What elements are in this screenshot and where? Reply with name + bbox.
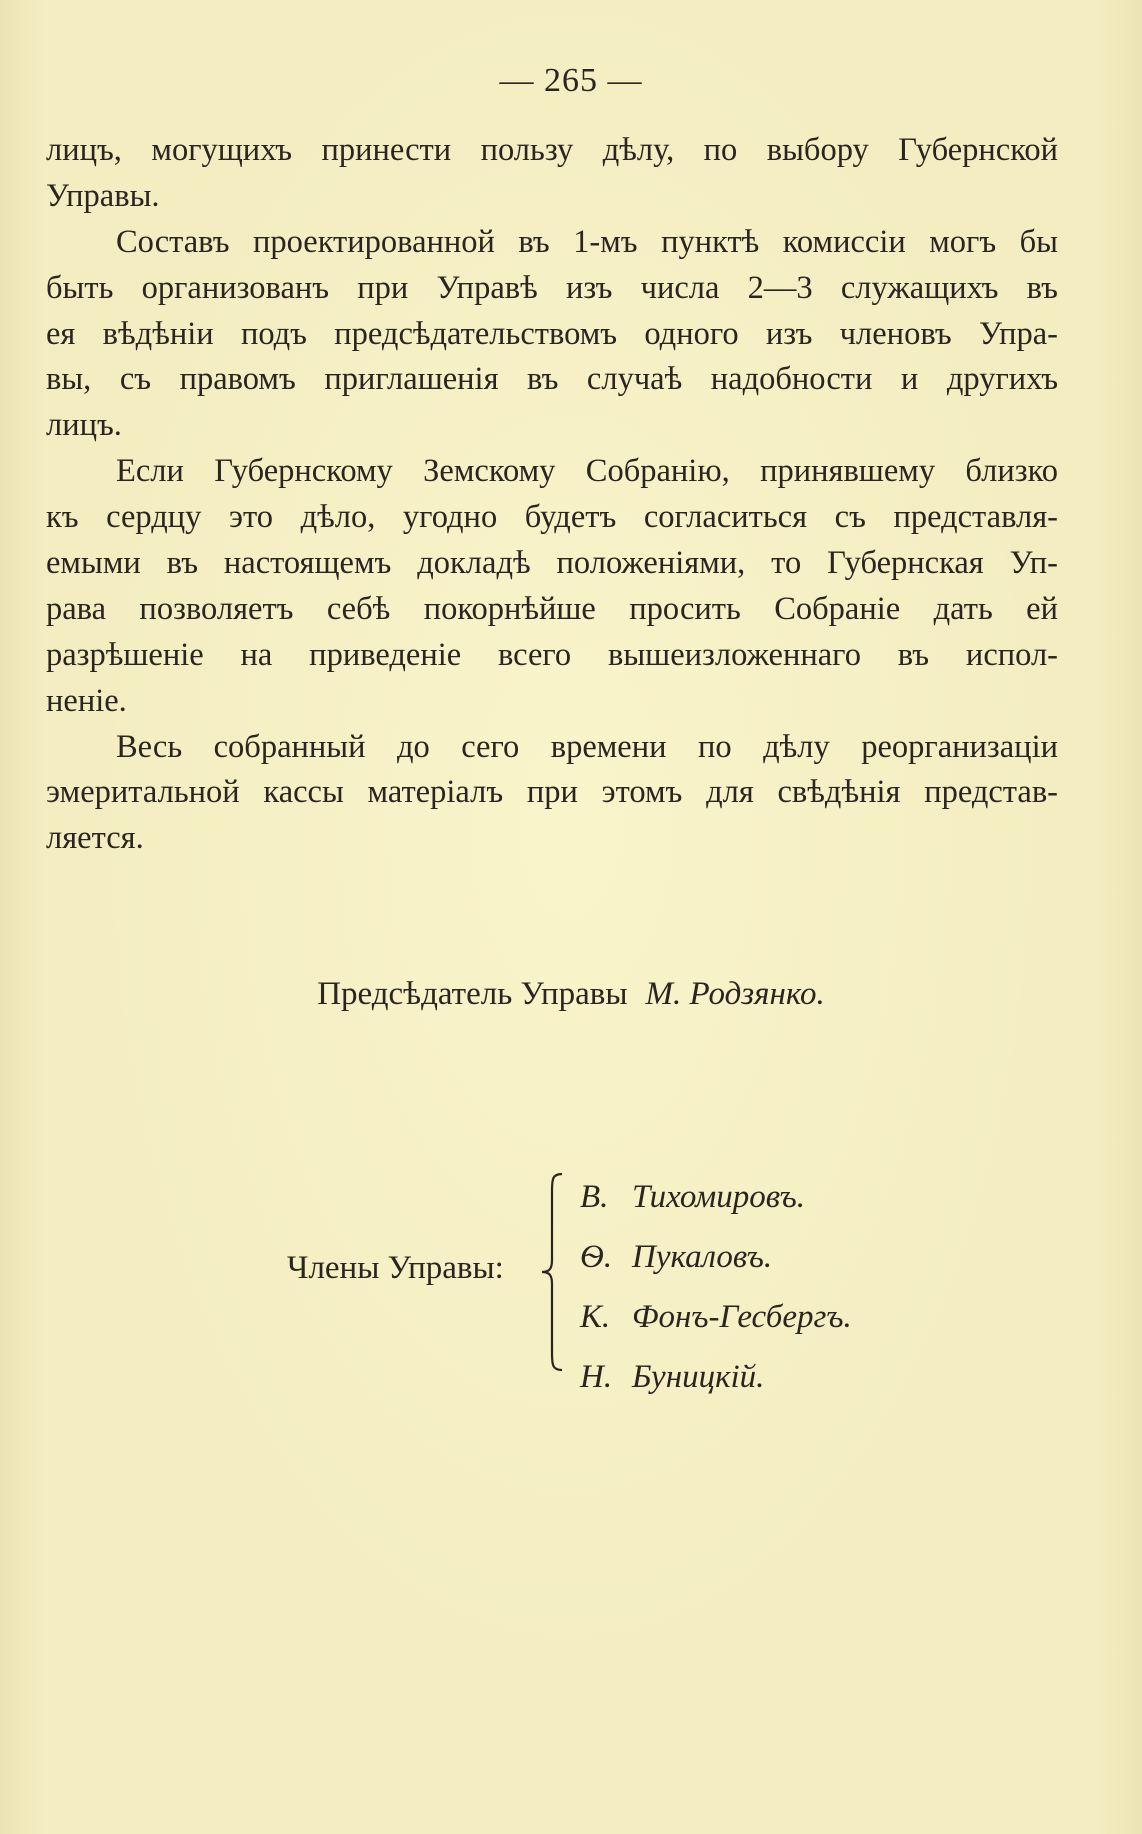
member-surname: Пукаловъ.: [632, 1239, 773, 1275]
chairman-name: М. Родзянко.: [645, 976, 825, 1012]
member-surname: Буницкій.: [632, 1359, 765, 1395]
text-line: къ сердцу это дѣло, угодно будетъ согласиться съ представля-: [46, 499, 1058, 536]
member-signature: [580, 1167, 852, 1227]
text-line: разрѣшеніе на приведеніе всего вышеизложеннаго въ испол-: [46, 636, 1058, 673]
member-signature: [580, 1227, 852, 1287]
text-line: ляется.: [46, 820, 144, 857]
curly-brace-icon: [538, 1172, 568, 1372]
members-label: Члены Управы:: [287, 1250, 504, 1286]
text-line: лицъ, могущихъ принести пользу дѣлу, по выбору Губернской: [46, 132, 1058, 168]
page-number: — 265 —: [499, 62, 643, 99]
member-initial: В.: [580, 1179, 609, 1215]
body-text: [46, 128, 1058, 862]
text-line: неніе.: [46, 682, 127, 719]
member-initial: Ѳ.: [580, 1239, 613, 1275]
text-line: быть организованъ при Управѣ изъ числа 2—3 служащихъ въ: [46, 269, 1058, 306]
text-line: лицъ.: [46, 407, 122, 444]
member-signature: [580, 1287, 852, 1347]
chairman-title: Предсѣдатель Управы: [317, 976, 628, 1012]
chairman-signature: [0, 976, 1142, 1013]
text-line: вы, съ правомъ приглашенія въ случаѣ надобности и другихъ: [46, 361, 1058, 398]
text-line: рава позволяетъ себѣ покорнѣйше просить Собраніе дать ей: [46, 590, 1058, 627]
text-line: эмеритальной кассы матеріалъ при этомъ для свѣдѣнія представ-: [46, 774, 1058, 811]
text-line: Управы.: [46, 177, 160, 214]
text-line: Если Губернскому Земскому Собранію, принявшему близко: [116, 453, 1058, 490]
text-line: ея вѣдѣніи подъ предсѣдательствомъ одного изъ членовъ Упра-: [46, 315, 1058, 352]
member-surname: Тихомировъ.: [632, 1179, 805, 1215]
member-signature: [580, 1347, 852, 1407]
text-line: емыми въ настоящемъ докладѣ положеніями, то Губернская Уп-: [46, 545, 1058, 582]
text-line: Весь собранный до сего времени по дѣлу реорганизаціи: [116, 728, 1058, 765]
member-initial: К.: [580, 1299, 611, 1335]
members-list: [580, 1167, 852, 1407]
text-line: Составъ проектированной въ 1-мъ пунктѣ комиссіи могъ бы: [116, 223, 1058, 260]
member-initial: Н.: [580, 1359, 613, 1395]
member-surname: Фонъ-Гесбергъ.: [632, 1299, 852, 1335]
